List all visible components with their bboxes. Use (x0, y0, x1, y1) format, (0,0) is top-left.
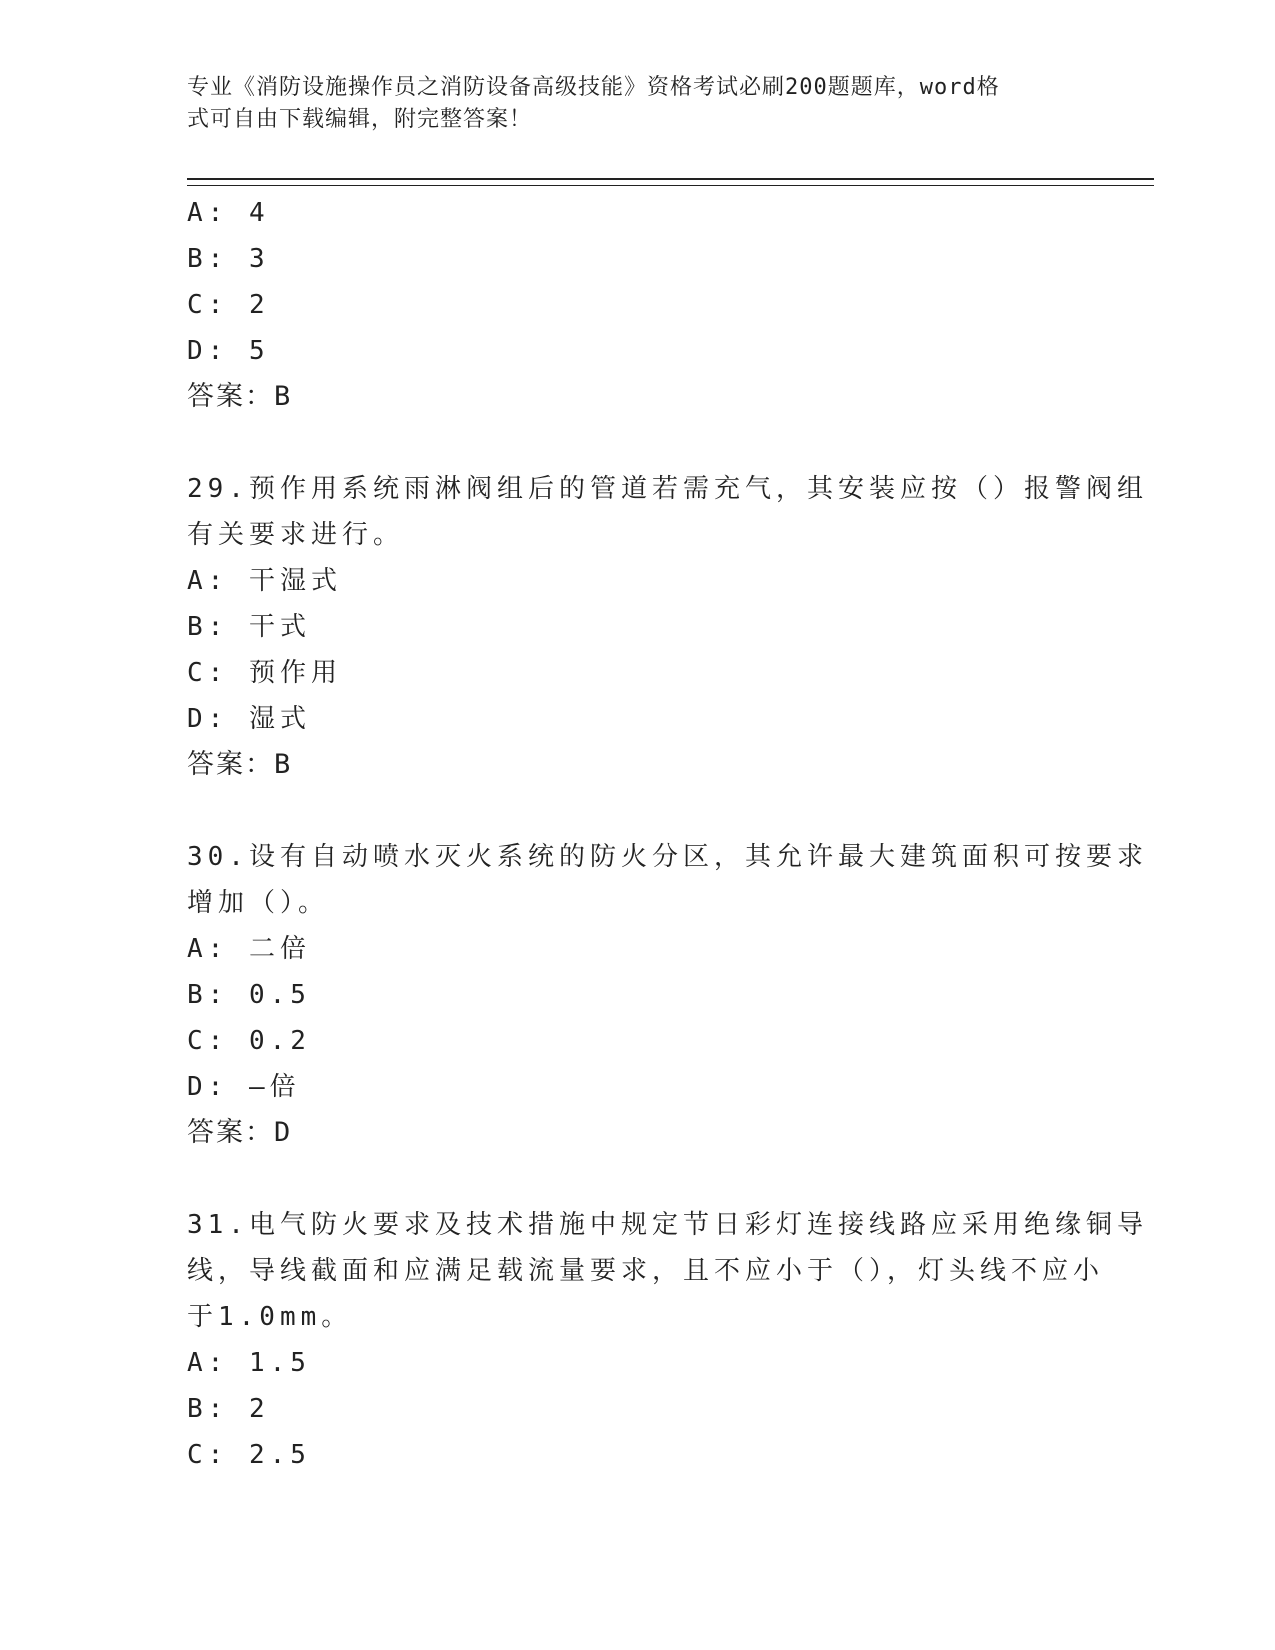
option-d: D: —倍 (187, 1072, 301, 1102)
answer: 答案：D (187, 1117, 293, 1148)
header-line-1: 专业《消防设施操作员之消防设备高级技能》资格考试必刷200题题库，word格 (187, 75, 1000, 100)
option-c: C: 2.5 (187, 1440, 311, 1470)
option-a: A: 干湿式 (187, 566, 342, 596)
option-b: B: 3 (187, 244, 270, 274)
option-b: B: 0.5 (187, 980, 311, 1010)
question-stem: 29.预作用系统雨淋阀组后的管道若需充气，其安装应按（）报警阀组 (187, 474, 1148, 504)
question-stem-cont: 于1.0mm。 (187, 1302, 353, 1332)
spacer (187, 788, 1087, 834)
option-b: B: 2 (187, 1394, 270, 1424)
header-divider (187, 178, 1154, 186)
question-stem-cont: 线，导线截面和应满足载流量要求，且不应小于（），灯头线不应小 (187, 1256, 1105, 1286)
spacer (187, 420, 1087, 466)
question-30 (187, 834, 1148, 1156)
question-stem-cont: 有关要求进行。 (187, 520, 405, 550)
option-a: A: 4 (187, 198, 270, 228)
question-stem: 31.电气防火要求及技术措施中规定节日彩灯连接线路应采用绝缘铜导 (187, 1210, 1148, 1240)
option-c: C: 0.2 (187, 1026, 311, 1056)
question-28 (187, 190, 1087, 420)
question-29 (187, 466, 1148, 788)
option-b: B: 干式 (187, 612, 311, 642)
option-c: C: 预作用 (187, 658, 342, 688)
answer: 答案：B (187, 749, 293, 780)
answer: 答案：B (187, 381, 293, 412)
spacer (187, 1156, 1087, 1202)
question-31 (187, 1202, 1148, 1478)
option-c: C: 2 (187, 290, 270, 320)
option-a: A: 1.5 (187, 1348, 311, 1378)
question-stem: 30.设有自动喷水灭火系统的防火分区，其允许最大建筑面积可按要求 (187, 842, 1148, 872)
option-a: A: 二倍 (187, 934, 311, 964)
question-stem-cont: 增加（）。 (187, 888, 330, 918)
option-d: D: 5 (187, 336, 270, 366)
document-header (187, 72, 1067, 136)
question-list (187, 190, 1148, 1478)
option-d: D: 湿式 (187, 704, 311, 734)
header-line-2: 式可自由下载编辑，附完整答案！ (187, 107, 533, 132)
